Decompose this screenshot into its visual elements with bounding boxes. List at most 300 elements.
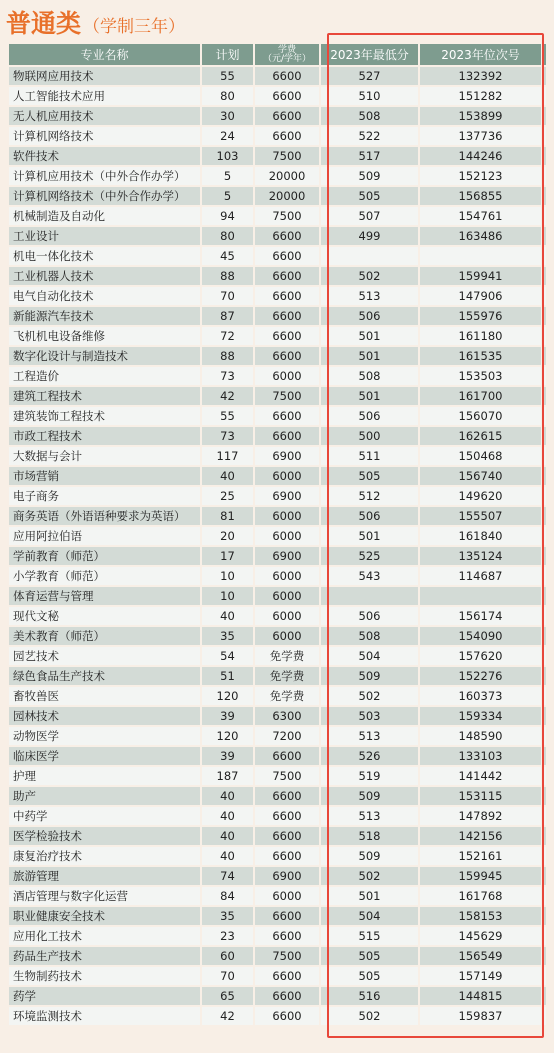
cell-edge — [543, 907, 546, 925]
cell-edge — [543, 267, 546, 285]
cell-plan: 72 — [202, 327, 253, 345]
cell-min-score: 525 — [321, 547, 418, 565]
cell-plan: 73 — [202, 367, 253, 385]
cell-min-score: 526 — [321, 747, 418, 765]
cell-tuition: 6600 — [255, 987, 319, 1005]
cell-rank: 153899 — [420, 107, 541, 125]
cell-tuition: 6600 — [255, 67, 319, 85]
cell-rank: 154761 — [420, 207, 541, 225]
table-row — [9, 547, 546, 565]
cell-min-score: 522 — [321, 127, 418, 145]
cell-major-name: 机电一体化技术 — [9, 247, 200, 265]
cell-edge — [543, 867, 546, 885]
cell-rank: 152123 — [420, 167, 541, 185]
cell-plan: 25 — [202, 487, 253, 505]
title-main: 普通类 — [6, 9, 82, 38]
cell-rank — [420, 247, 541, 265]
cell-major-name: 软件技术 — [9, 147, 200, 165]
cell-edge — [543, 487, 546, 505]
header-tuition-label: 学费 — [277, 44, 296, 55]
cell-major-name: 医学检验技术 — [9, 827, 200, 845]
cell-min-score: 506 — [321, 407, 418, 425]
cell-min-score: 516 — [321, 987, 418, 1005]
table-row — [9, 327, 546, 345]
cell-tuition: 6000 — [255, 507, 319, 525]
cell-major-name: 学前教育（师范） — [9, 547, 200, 565]
cell-major-name: 市政工程技术 — [9, 427, 200, 445]
cell-edge — [543, 67, 546, 85]
cell-plan: 88 — [202, 347, 253, 365]
header-rank: 2023年位次号 — [420, 44, 541, 65]
cell-plan: 117 — [202, 447, 253, 465]
cell-major-name: 市场营销 — [9, 467, 200, 485]
cell-major-name: 计算机应用技术（中外合作办学） — [9, 167, 200, 185]
cell-tuition: 7500 — [255, 207, 319, 225]
cell-major-name: 美术教育（师范） — [9, 627, 200, 645]
table-row — [9, 227, 546, 245]
cell-rank: 148590 — [420, 727, 541, 745]
cell-edge — [543, 767, 546, 785]
cell-tuition: 6900 — [255, 547, 319, 565]
cell-rank: 135124 — [420, 547, 541, 565]
cell-edge — [543, 927, 546, 945]
cell-tuition: 7500 — [255, 767, 319, 785]
cell-tuition: 6600 — [255, 87, 319, 105]
cell-plan: 84 — [202, 887, 253, 905]
cell-plan: 65 — [202, 987, 253, 1005]
cell-tuition: 6000 — [255, 367, 319, 385]
cell-min-score: 500 — [321, 427, 418, 445]
table-row — [9, 307, 546, 325]
cell-major-name: 电子商务 — [9, 487, 200, 505]
table-row — [9, 767, 546, 785]
cell-rank: 144815 — [420, 987, 541, 1005]
cell-rank: 158153 — [420, 907, 541, 925]
cell-edge — [543, 687, 546, 705]
cell-tuition: 20000 — [255, 187, 319, 205]
cell-tuition: 7500 — [255, 947, 319, 965]
cell-min-score: 508 — [321, 367, 418, 385]
cell-edge — [543, 1007, 546, 1025]
cell-major-name: 助产 — [9, 787, 200, 805]
cell-min-score: 509 — [321, 167, 418, 185]
cell-plan: 5 — [202, 187, 253, 205]
header-major-name: 专业名称 — [9, 44, 200, 65]
table-row — [9, 867, 546, 885]
cell-min-score: 501 — [321, 527, 418, 545]
cell-min-score: 506 — [321, 507, 418, 525]
header-tuition — [255, 44, 319, 65]
cell-rank: 154090 — [420, 627, 541, 645]
table-row — [9, 627, 546, 645]
cell-min-score: 513 — [321, 807, 418, 825]
cell-major-name: 建筑工程技术 — [9, 387, 200, 405]
cell-plan: 55 — [202, 67, 253, 85]
cell-edge — [543, 847, 546, 865]
cell-rank: 145629 — [420, 927, 541, 945]
cell-min-score: 543 — [321, 567, 418, 585]
cell-rank: 153115 — [420, 787, 541, 805]
cell-plan: 35 — [202, 627, 253, 645]
cell-rank: 161180 — [420, 327, 541, 345]
cell-tuition: 6000 — [255, 467, 319, 485]
cell-min-score: 509 — [321, 787, 418, 805]
cell-plan: 81 — [202, 507, 253, 525]
cell-tuition: 7200 — [255, 727, 319, 745]
table-row — [9, 987, 546, 1005]
table-row — [9, 527, 546, 545]
cell-plan: 73 — [202, 427, 253, 445]
page-title — [6, 4, 185, 38]
cell-min-score: 502 — [321, 267, 418, 285]
table-row — [9, 687, 546, 705]
cell-rank: 114687 — [420, 567, 541, 585]
cell-plan: 10 — [202, 587, 253, 605]
table-row — [9, 187, 546, 205]
cell-tuition: 6600 — [255, 127, 319, 145]
table-row — [9, 427, 546, 445]
cell-plan: 5 — [202, 167, 253, 185]
cell-major-name: 绿色食品生产技术 — [9, 667, 200, 685]
cell-major-name: 职业健康安全技术 — [9, 907, 200, 925]
cell-min-score: 506 — [321, 307, 418, 325]
cell-plan: 40 — [202, 827, 253, 845]
table-row — [9, 367, 546, 385]
cell-plan: 10 — [202, 567, 253, 585]
cell-tuition: 6900 — [255, 487, 319, 505]
cell-edge — [543, 127, 546, 145]
table-row — [9, 887, 546, 905]
cell-edge — [543, 427, 546, 445]
cell-min-score: 503 — [321, 707, 418, 725]
cell-tuition: 6600 — [255, 267, 319, 285]
cell-tuition: 6000 — [255, 587, 319, 605]
cell-rank: 153503 — [420, 367, 541, 385]
cell-plan: 20 — [202, 527, 253, 545]
table-row — [9, 247, 546, 265]
cell-tuition: 6600 — [255, 847, 319, 865]
cell-edge — [543, 87, 546, 105]
cell-major-name: 人工智能技术应用 — [9, 87, 200, 105]
cell-rank: 157149 — [420, 967, 541, 985]
cell-plan: 39 — [202, 707, 253, 725]
cell-tuition: 6600 — [255, 967, 319, 985]
header-plan: 计划 — [202, 44, 253, 65]
cell-edge — [543, 727, 546, 745]
table-row — [9, 707, 546, 725]
table-row — [9, 927, 546, 945]
cell-rank: 163486 — [420, 227, 541, 245]
cell-min-score: 505 — [321, 467, 418, 485]
cell-major-name: 康复治疗技术 — [9, 847, 200, 865]
cell-plan: 187 — [202, 767, 253, 785]
cell-major-name: 计算机网络技术（中外合作办学） — [9, 187, 200, 205]
cell-tuition: 20000 — [255, 167, 319, 185]
cell-edge — [543, 187, 546, 205]
cell-major-name: 大数据与会计 — [9, 447, 200, 465]
cell-plan: 88 — [202, 267, 253, 285]
cell-edge — [543, 107, 546, 125]
cell-tuition: 6000 — [255, 887, 319, 905]
cell-major-name: 临床医学 — [9, 747, 200, 765]
cell-rank: 141442 — [420, 767, 541, 785]
cell-min-score: 509 — [321, 667, 418, 685]
cell-rank: 150468 — [420, 447, 541, 465]
table-row — [9, 127, 546, 145]
cell-plan: 17 — [202, 547, 253, 565]
cell-plan: 40 — [202, 807, 253, 825]
cell-plan: 60 — [202, 947, 253, 965]
cell-rank: 159837 — [420, 1007, 541, 1025]
cell-plan: 40 — [202, 607, 253, 625]
cell-edge — [543, 567, 546, 585]
cell-rank: 152161 — [420, 847, 541, 865]
cell-major-name: 现代文秘 — [9, 607, 200, 625]
cell-min-score — [321, 247, 418, 265]
cell-major-name: 畜牧兽医 — [9, 687, 200, 705]
table-row — [9, 67, 546, 85]
cell-edge — [543, 987, 546, 1005]
cell-plan: 103 — [202, 147, 253, 165]
cell-rank: 157620 — [420, 647, 541, 665]
admission-table — [7, 42, 548, 1027]
table-row — [9, 347, 546, 365]
cell-major-name: 小学教育（师范） — [9, 567, 200, 585]
table-row — [9, 507, 546, 525]
cell-rank: 133103 — [420, 747, 541, 765]
cell-min-score: 505 — [321, 947, 418, 965]
cell-min-score: 513 — [321, 287, 418, 305]
cell-major-name: 动物医学 — [9, 727, 200, 745]
table-row — [9, 407, 546, 425]
cell-major-name: 药品生产技术 — [9, 947, 200, 965]
cell-major-name: 体育运营与管理 — [9, 587, 200, 605]
table-row — [9, 1007, 546, 1025]
cell-min-score: 502 — [321, 867, 418, 885]
cell-edge — [543, 167, 546, 185]
cell-tuition: 6600 — [255, 107, 319, 125]
cell-rank: 156549 — [420, 947, 541, 965]
cell-plan: 55 — [202, 407, 253, 425]
table-row — [9, 967, 546, 985]
cell-major-name: 应用化工技术 — [9, 927, 200, 945]
cell-major-name: 机械制造及自动化 — [9, 207, 200, 225]
cell-edge — [543, 547, 546, 565]
cell-rank: 149620 — [420, 487, 541, 505]
table-row — [9, 567, 546, 585]
cell-major-name: 计算机网络技术 — [9, 127, 200, 145]
cell-rank: 162615 — [420, 427, 541, 445]
cell-rank: 142156 — [420, 827, 541, 845]
table-row — [9, 847, 546, 865]
cell-edge — [543, 447, 546, 465]
cell-edge — [543, 967, 546, 985]
cell-plan: 120 — [202, 727, 253, 745]
cell-rank: 159941 — [420, 267, 541, 285]
table-row — [9, 667, 546, 685]
cell-rank: 161535 — [420, 347, 541, 365]
cell-rank: 147906 — [420, 287, 541, 305]
cell-edge — [543, 507, 546, 525]
cell-tuition: 6600 — [255, 787, 319, 805]
cell-major-name: 护理 — [9, 767, 200, 785]
table-row — [9, 107, 546, 125]
cell-min-score: 505 — [321, 967, 418, 985]
cell-major-name: 工程造价 — [9, 367, 200, 385]
cell-edge — [543, 527, 546, 545]
cell-plan: 35 — [202, 907, 253, 925]
table-row — [9, 607, 546, 625]
table-row — [9, 487, 546, 505]
cell-rank: 132392 — [420, 67, 541, 85]
cell-tuition: 6600 — [255, 327, 319, 345]
cell-plan: 30 — [202, 107, 253, 125]
cell-min-score: 502 — [321, 1007, 418, 1025]
table-row — [9, 387, 546, 405]
cell-tuition: 6600 — [255, 1007, 319, 1025]
cell-tuition: 免学费 — [255, 667, 319, 685]
cell-tuition: 6600 — [255, 907, 319, 925]
cell-tuition: 6300 — [255, 707, 319, 725]
cell-rank — [420, 587, 541, 605]
cell-edge — [543, 647, 546, 665]
cell-rank: 156855 — [420, 187, 541, 205]
cell-rank: 156070 — [420, 407, 541, 425]
cell-edge — [543, 227, 546, 245]
cell-tuition: 6000 — [255, 627, 319, 645]
cell-min-score: 501 — [321, 347, 418, 365]
cell-tuition: 6600 — [255, 927, 319, 945]
cell-tuition: 6600 — [255, 807, 319, 825]
cell-major-name: 旅游管理 — [9, 867, 200, 885]
cell-min-score: 511 — [321, 447, 418, 465]
cell-plan: 74 — [202, 867, 253, 885]
cell-plan: 120 — [202, 687, 253, 705]
cell-tuition: 7500 — [255, 387, 319, 405]
table-header-row — [9, 44, 546, 65]
cell-major-name: 物联网应用技术 — [9, 67, 200, 85]
cell-rank: 156740 — [420, 467, 541, 485]
cell-rank: 159945 — [420, 867, 541, 885]
table-body — [9, 67, 546, 1025]
cell-min-score — [321, 587, 418, 605]
header-min-score: 2023年最低分 — [321, 44, 418, 65]
cell-major-name: 商务英语（外语语种要求为英语） — [9, 507, 200, 525]
cell-plan: 80 — [202, 227, 253, 245]
cell-plan: 39 — [202, 747, 253, 765]
cell-plan: 42 — [202, 1007, 253, 1025]
cell-rank: 161768 — [420, 887, 541, 905]
cell-edge — [543, 307, 546, 325]
cell-edge — [543, 407, 546, 425]
table-row — [9, 207, 546, 225]
cell-edge — [543, 887, 546, 905]
header-tuition-unit: （元/学年） — [262, 53, 312, 64]
cell-major-name: 建筑装饰工程技术 — [9, 407, 200, 425]
table-row — [9, 787, 546, 805]
table-row — [9, 947, 546, 965]
cell-tuition: 6600 — [255, 287, 319, 305]
cell-major-name: 飞机机电设备维修 — [9, 327, 200, 345]
cell-min-score: 509 — [321, 847, 418, 865]
cell-plan: 45 — [202, 247, 253, 265]
table-row — [9, 87, 546, 105]
table-row — [9, 907, 546, 925]
cell-min-score: 518 — [321, 827, 418, 845]
cell-min-score: 501 — [321, 887, 418, 905]
cell-min-score: 501 — [321, 327, 418, 345]
cell-tuition: 6600 — [255, 827, 319, 845]
cell-min-score: 508 — [321, 107, 418, 125]
cell-major-name: 工业设计 — [9, 227, 200, 245]
cell-plan: 54 — [202, 647, 253, 665]
table-row — [9, 727, 546, 745]
header-edge — [543, 44, 546, 65]
cell-edge — [543, 707, 546, 725]
cell-plan: 24 — [202, 127, 253, 145]
cell-major-name: 无人机应用技术 — [9, 107, 200, 125]
cell-edge — [543, 207, 546, 225]
cell-tuition: 6000 — [255, 527, 319, 545]
cell-major-name: 新能源汽车技术 — [9, 307, 200, 325]
cell-plan: 23 — [202, 927, 253, 945]
cell-plan: 70 — [202, 287, 253, 305]
table-row — [9, 747, 546, 765]
cell-min-score: 505 — [321, 187, 418, 205]
cell-plan: 94 — [202, 207, 253, 225]
cell-major-name: 药学 — [9, 987, 200, 1005]
cell-rank: 152276 — [420, 667, 541, 685]
cell-tuition: 6600 — [255, 747, 319, 765]
cell-min-score: 504 — [321, 907, 418, 925]
table-row — [9, 587, 546, 605]
cell-rank: 155507 — [420, 507, 541, 525]
cell-tuition: 6900 — [255, 867, 319, 885]
cell-tuition: 6600 — [255, 407, 319, 425]
cell-plan: 40 — [202, 787, 253, 805]
cell-min-score: 502 — [321, 687, 418, 705]
title-subtitle: （学制三年） — [83, 17, 186, 37]
cell-min-score: 527 — [321, 67, 418, 85]
cell-major-name: 电气自动化技术 — [9, 287, 200, 305]
cell-tuition: 7500 — [255, 147, 319, 165]
cell-edge — [543, 367, 546, 385]
cell-tuition: 6000 — [255, 567, 319, 585]
cell-tuition: 6600 — [255, 247, 319, 265]
cell-rank: 161840 — [420, 527, 541, 545]
cell-edge — [543, 387, 546, 405]
table-row — [9, 447, 546, 465]
cell-edge — [543, 287, 546, 305]
cell-major-name: 应用阿拉伯语 — [9, 527, 200, 545]
cell-rank: 160373 — [420, 687, 541, 705]
table-row — [9, 807, 546, 825]
table-row — [9, 167, 546, 185]
cell-tuition: 6900 — [255, 447, 319, 465]
table-row — [9, 647, 546, 665]
cell-min-score: 510 — [321, 87, 418, 105]
cell-min-score: 515 — [321, 927, 418, 945]
cell-rank: 159334 — [420, 707, 541, 725]
cell-edge — [543, 327, 546, 345]
cell-edge — [543, 807, 546, 825]
cell-rank: 155976 — [420, 307, 541, 325]
cell-major-name: 园林技术 — [9, 707, 200, 725]
cell-edge — [543, 827, 546, 845]
cell-tuition: 6600 — [255, 347, 319, 365]
cell-tuition: 6000 — [255, 607, 319, 625]
cell-edge — [543, 947, 546, 965]
